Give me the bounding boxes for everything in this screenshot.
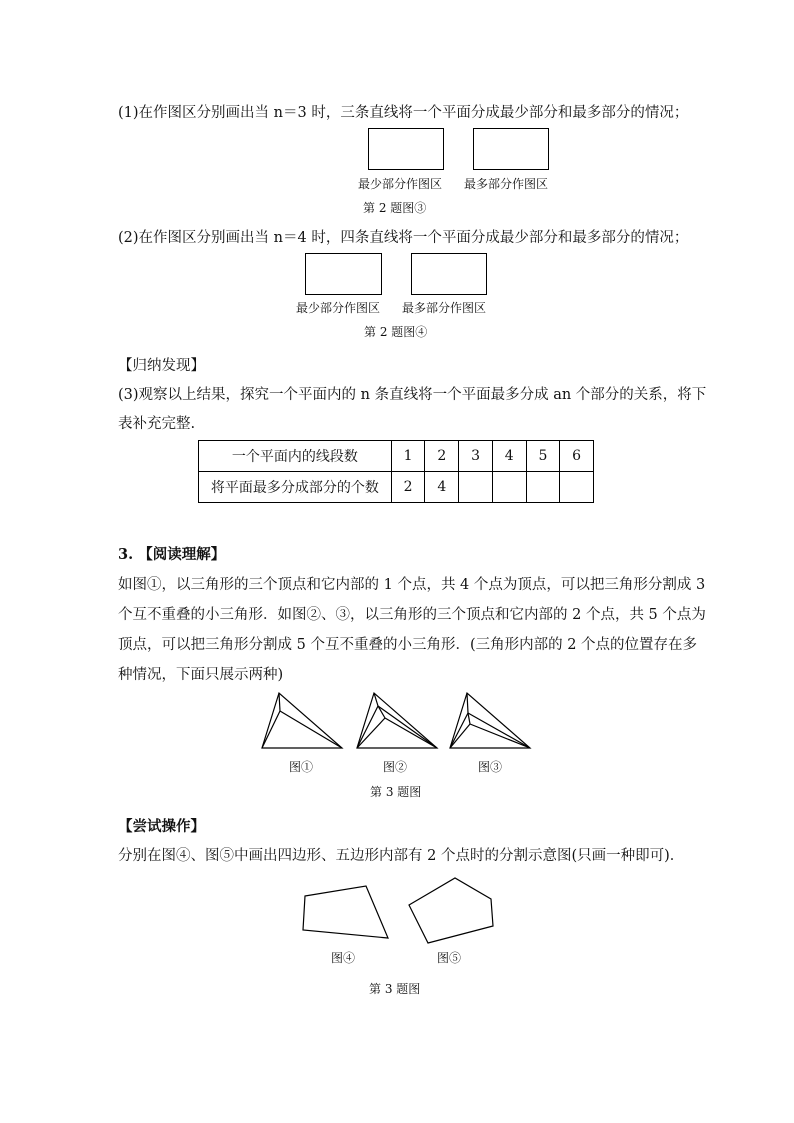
figure-caption-3-a: 第 3 题图 (370, 785, 422, 799)
q2-part2-text: (2)在作图区分别画出当 n＝4 时，四条直线将一个平面分成最少部分和最多部分的情况； (118, 230, 689, 246)
fig4-label: 图④ (331, 951, 356, 965)
table-col: 4 (492, 441, 526, 472)
fig2-label: 图② (383, 760, 408, 774)
pentagon-figure-5 (409, 878, 493, 943)
fig5-label: 图⑤ (437, 951, 462, 965)
fig3-label: 图③ (478, 760, 503, 774)
table-cell: 4 (425, 472, 459, 503)
heading-read: 【阅读理解】 (138, 546, 226, 563)
figure-caption-2-3: 第 2 题图③ (363, 201, 427, 215)
q3-para-line2: 个互不重叠的小三角形．如图②、③，以三角形的三个顶点和它内部的 2 个点，共 5 个点为 (118, 607, 706, 623)
quadrilateral-figure-4 (303, 886, 388, 938)
fig1-label: 图① (289, 760, 314, 774)
q3-number: 3. (118, 546, 134, 563)
q3-instruction: 分别在图④、图⑤中画出四边形、五边形内部有 2 个点时的分割示意图(只画一种即可)． (118, 848, 685, 864)
table-col: 5 (526, 441, 560, 472)
triangle-figure-2 (357, 693, 437, 748)
table-col: 1 (391, 441, 425, 472)
heading-try: 【尝试操作】 (118, 818, 205, 835)
triangle-figure-1 (262, 693, 342, 748)
q3-para-line1: 如图①，以三角形的三个顶点和它内部的 1 个点，共 4 个点为顶点，可以把三角形分割成 3 (118, 577, 706, 593)
table-cell: 2 (391, 472, 425, 503)
q3-para-line3: 顶点，可以把三角形分割成 5 个互不重叠的小三角形．(三角形内部的 2 个点的位置存在多 (118, 637, 698, 653)
label-max-n3: 最多部分作图区 (464, 177, 549, 191)
heading-discover: 【归纳发现】 (118, 358, 205, 374)
table-col: 6 (560, 441, 594, 472)
triangle-figure-3 (450, 693, 530, 748)
table-col: 3 (459, 441, 493, 472)
q2-part1-text: (1)在作图区分别画出当 n＝3 时，三条直线将一个平面分成最少部分和最多部分的情况； (118, 105, 689, 121)
q2-part3-line2: 表补充完整. (118, 416, 196, 432)
table-col: 2 (425, 441, 459, 472)
table-header-parts: 将平面最多分成部分的个数 (199, 472, 392, 503)
label-max-n4: 最多部分作图区 (402, 301, 487, 315)
label-min-n4: 最少部分作图区 (296, 301, 381, 315)
figure-caption-2-4: 第 2 题图④ (364, 325, 428, 339)
table-header-segments: 一个平面内的线段数 (199, 441, 392, 472)
figure-caption-3-b: 第 3 题图 (369, 982, 421, 996)
q2-part3-line1: (3)观察以上结果，探究一个平面内的 n 条直线将一个平面最多分成 an 个部分的关系，将下 (118, 387, 707, 403)
q3-para-line4: 种情况，下面只展示两种) (118, 667, 284, 683)
label-min-n3: 最少部分作图区 (358, 177, 443, 191)
